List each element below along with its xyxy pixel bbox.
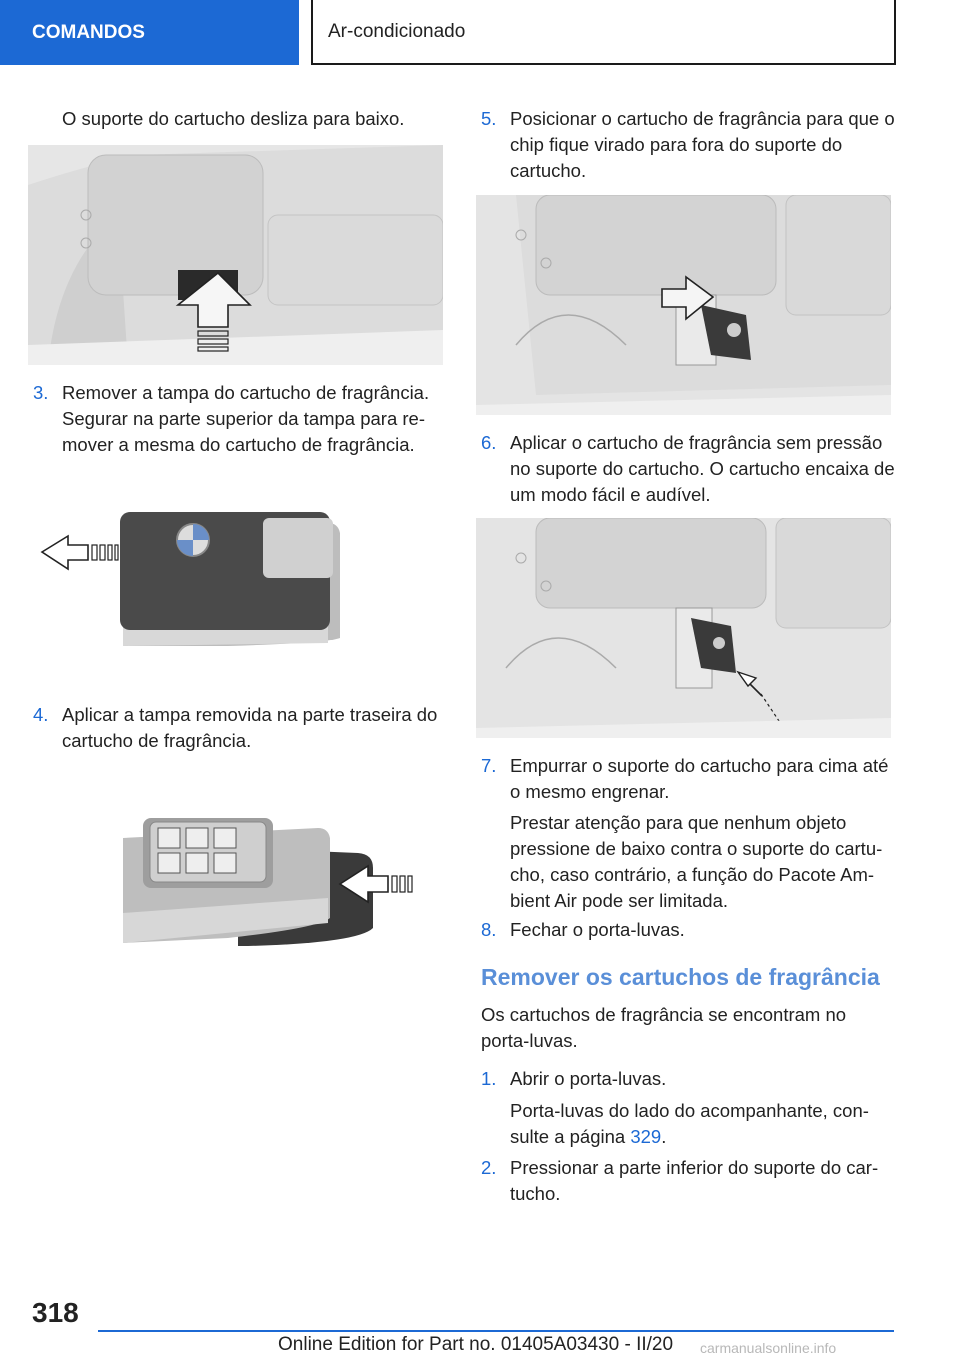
step-number: 3. bbox=[33, 382, 49, 403]
section-tab bbox=[0, 0, 299, 65]
step-number: 4. bbox=[33, 704, 49, 725]
step-6 bbox=[481, 430, 896, 510]
intro-text: O suporte do cartucho desliza para baixo. bbox=[62, 108, 405, 129]
sub-step-2 bbox=[481, 1155, 896, 1211]
step-number: 8. bbox=[481, 919, 497, 940]
step-text: Posicionar o cartucho de fragrância para que o chip fique virado para fora do suporte do cartucho. bbox=[510, 108, 895, 181]
page-link-329[interactable]: 329 bbox=[630, 1126, 662, 1147]
step-number: 2. bbox=[481, 1157, 497, 1178]
note-text: Porta-luvas do lado do acompanhante, consulte a página bbox=[510, 1100, 869, 1147]
page-number: 318 bbox=[32, 1297, 79, 1328]
step-text: Pressionar a parte inferior do suporte do cartucho. bbox=[510, 1157, 879, 1204]
step-7 bbox=[481, 753, 896, 809]
step-text: Empurrar o suporte do cartucho para cima até o mesmo engrenar. bbox=[510, 755, 889, 802]
step-text: Aplicar a tampa removida na parte traseira do cartucho de fragrância. bbox=[62, 704, 438, 751]
step-text: Aplicar o cartucho de fragrância sem pressão no suporte do cartucho. O cartucho encaixa de um modo fácil e audível. bbox=[510, 432, 895, 505]
figure-remove-cap bbox=[28, 488, 443, 668]
watermark: carmanualsonline.info bbox=[700, 1340, 837, 1356]
step-7-note: Prestar atenção para que nenhum objeto pressione de baixo contra o suporte do cartucho, caso contrário, a função do Pacote Ambient Air pode ser limitada. bbox=[510, 812, 883, 911]
step-4 bbox=[33, 702, 443, 758]
step-text: Abrir o porta-luvas. bbox=[510, 1068, 667, 1089]
section-intro: Os cartuchos de fragrância se encontram no porta-luvas. bbox=[481, 1004, 847, 1051]
step-number: 6. bbox=[481, 432, 497, 453]
figure-position-cartridge bbox=[476, 195, 891, 415]
section-heading: Remover os cartuchos de fragrância bbox=[481, 964, 880, 990]
edition-text: Online Edition for Part no. 01405A03430 - II/20 bbox=[278, 1334, 674, 1355]
step-text: Fechar o porta-luvas. bbox=[510, 919, 685, 940]
chapter-title: Ar-condicionado bbox=[328, 20, 466, 42]
figure-holder-slides-down bbox=[28, 145, 443, 365]
step-text: Remover a tampa do cartucho de fragrância. Segurar na parte superior da tampa para remover a mesma do cartucho de fragrância. bbox=[62, 382, 430, 455]
step-number: 1. bbox=[481, 1068, 497, 1089]
figure-attach-cap-rear bbox=[28, 798, 443, 958]
step-5 bbox=[481, 106, 896, 186]
section-title: COMANDOS bbox=[32, 21, 145, 43]
chapter-tab bbox=[311, 0, 896, 65]
step-8 bbox=[481, 917, 896, 945]
note-end: . bbox=[661, 1126, 667, 1147]
step-number: 5. bbox=[481, 108, 497, 129]
step-3 bbox=[33, 380, 443, 460]
figure-insert-cartridge bbox=[476, 518, 891, 738]
step-number: 7. bbox=[481, 755, 497, 776]
sub-step-1-note bbox=[510, 1098, 896, 1150]
sub-step-1 bbox=[481, 1066, 896, 1094]
footer-rule bbox=[98, 1330, 894, 1332]
